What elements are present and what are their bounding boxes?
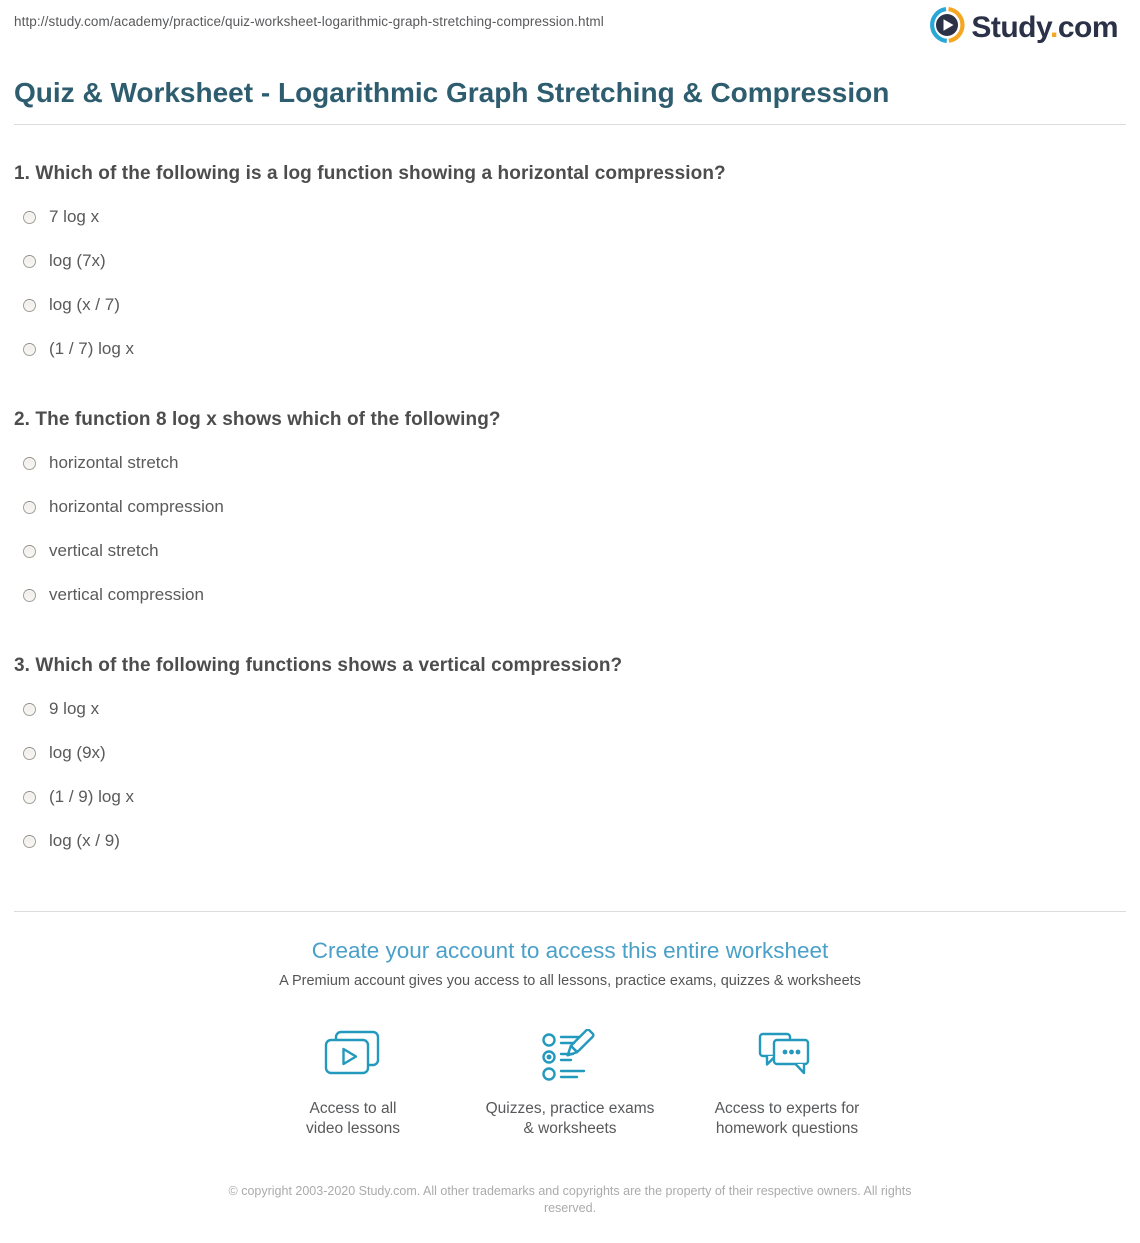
option-label[interactable]: log (x / 9)	[49, 831, 120, 850]
option-label[interactable]: log (7x)	[49, 251, 106, 270]
cta-section	[0, 938, 1140, 1139]
question-3-option-1[interactable]	[14, 687, 1126, 731]
quizzes-worksheets-icon	[462, 1029, 679, 1091]
question-3-heading: 3. Which of the following functions shows a vertical compression?	[14, 655, 623, 676]
radio-button[interactable]	[23, 589, 36, 602]
radio-button[interactable]	[23, 343, 36, 356]
question-2-heading: 2. The function 8 log x shows which of the following?	[14, 409, 501, 430]
feature-quizzes-worksheets	[462, 1029, 679, 1139]
feature-label: Quizzes, practice exams & worksheets	[485, 1100, 655, 1137]
cta-subheading: A Premium account gives you access to all lessons, practice exams, quizzes & worksheets	[279, 973, 861, 989]
copyright-notice: © copyright 2003-2020 Study.com. All other trademarks and copyrights are the property of their respective owners. All rights reserved.	[228, 1184, 912, 1215]
question-2-option-1[interactable]	[14, 441, 1126, 485]
expert-chat-icon	[679, 1029, 896, 1091]
radio-button[interactable]	[23, 211, 36, 224]
quiz-body	[14, 163, 1126, 863]
page-title: Quiz & Worksheet - Logarithmic Graph Stretching & Compression	[14, 77, 890, 108]
page-header	[0, 0, 1140, 52]
radio-button[interactable]	[23, 791, 36, 804]
page-url: http://study.com/academy/practice/quiz-worksheet-logarithmic-graph-stretching-compression.html	[14, 14, 604, 29]
feature-label: Access to all video lessons	[306, 1100, 400, 1137]
question-3	[14, 655, 1126, 863]
studycom-logo[interactable]	[929, 7, 1118, 48]
title-divider	[14, 124, 1126, 125]
feature-label: Access to experts for homework questions	[714, 1100, 860, 1137]
create-account-link[interactable]: Create your account to access this entire worksheet	[311, 938, 829, 963]
option-label[interactable]: (1 / 9) log x	[49, 787, 135, 806]
feature-list	[0, 1029, 1140, 1139]
cta-divider	[14, 911, 1126, 912]
feature-video-lessons	[245, 1029, 462, 1139]
option-label[interactable]: vertical compression	[49, 585, 204, 604]
radio-button[interactable]	[23, 299, 36, 312]
question-3-option-3[interactable]	[14, 775, 1126, 819]
radio-button[interactable]	[23, 255, 36, 268]
question-1-option-4[interactable]	[14, 327, 1126, 371]
option-label[interactable]: (1 / 7) log x	[49, 339, 135, 358]
option-label[interactable]: 9 log x	[49, 699, 100, 718]
question-3-option-4[interactable]	[14, 819, 1126, 863]
question-2-option-2[interactable]	[14, 485, 1126, 529]
radio-button[interactable]	[23, 545, 36, 558]
option-label[interactable]: horizontal stretch	[49, 453, 179, 472]
video-lessons-icon	[245, 1029, 462, 1091]
question-3-option-2[interactable]	[14, 731, 1126, 775]
question-1-heading: 1. Which of the following is a log function showing a horizontal compression?	[14, 163, 726, 184]
studycom-logo-text: Study.com	[971, 10, 1118, 44]
radio-button[interactable]	[23, 835, 36, 848]
question-1-option-2[interactable]	[14, 239, 1126, 283]
radio-button[interactable]	[23, 703, 36, 716]
radio-button[interactable]	[23, 457, 36, 470]
question-2-option-4[interactable]	[14, 573, 1126, 617]
option-label[interactable]: 7 log x	[49, 207, 100, 226]
option-label[interactable]: log (x / 7)	[49, 295, 120, 314]
question-1-option-1[interactable]	[14, 195, 1126, 239]
question-2-option-3[interactable]	[14, 529, 1126, 573]
radio-button[interactable]	[23, 501, 36, 514]
option-label[interactable]: horizontal compression	[49, 497, 224, 516]
studycom-play-icon	[929, 7, 965, 48]
question-1-option-3[interactable]	[14, 283, 1126, 327]
radio-button[interactable]	[23, 747, 36, 760]
feature-expert-help	[679, 1029, 896, 1139]
option-label[interactable]: log (9x)	[49, 743, 106, 762]
question-1	[14, 163, 1126, 371]
question-2	[14, 409, 1126, 617]
option-label[interactable]: vertical stretch	[49, 541, 159, 560]
